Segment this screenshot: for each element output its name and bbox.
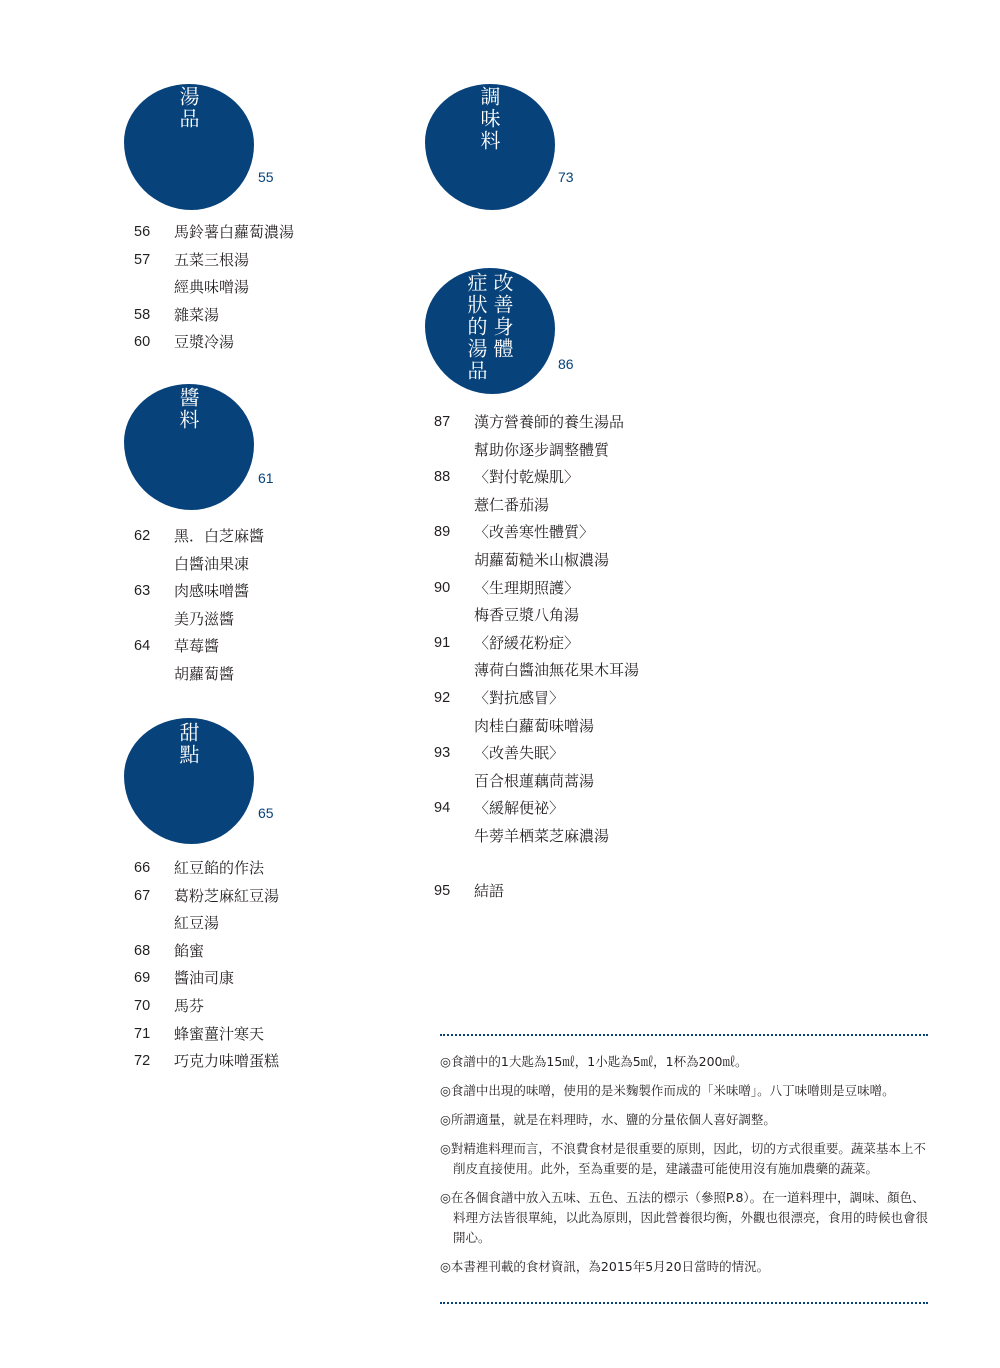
toc-entry bbox=[434, 630, 639, 658]
note-item: ◎食譜中的1大匙為15㎖，1小匙為5㎖，1杯為200㎖。 bbox=[440, 1054, 748, 1069]
closing-list bbox=[434, 878, 504, 906]
toc-entry bbox=[134, 883, 279, 911]
toc-entry-title: 紅豆餡的作法 bbox=[174, 859, 265, 877]
note-item: ◎在各個食譜中放入五味、五色、五法的標示（參照P.8）。在一道料理中，調味、顏色、料理方法皆很單純，以此為原則，因此營養很均衡，外觀也很漂亮，食用的時候也會很開心。 bbox=[440, 1190, 929, 1245]
toc-entry-page: 56 bbox=[134, 224, 151, 240]
toc-entry-title: 〈緩解便祕〉 bbox=[474, 799, 565, 818]
toc-entry-page: 93 bbox=[434, 745, 451, 762]
toc-entry-page: 88 bbox=[434, 469, 451, 486]
toc-entry-title: 〈舒緩花粉症〉 bbox=[474, 633, 580, 652]
note-item: ◎本書裡刊載的食材資訊，為2015年5月20日當時的情況。 bbox=[440, 1259, 770, 1274]
toc-entry bbox=[134, 274, 294, 302]
toc-entry bbox=[434, 713, 639, 741]
toc-entry-page: 92 bbox=[434, 689, 451, 706]
toc-entry-title: 蜂蜜薑汁寒天 bbox=[174, 1024, 265, 1043]
toc-entry-title: 黑．白芝麻醬 bbox=[174, 527, 265, 545]
toc-entry bbox=[134, 633, 264, 661]
toc-entry bbox=[434, 519, 639, 547]
toc-entry bbox=[134, 855, 279, 883]
note-item: ◎食譜中出現的味噌，使用的是米麴製作而成的「米味噌」。八丁味噌則是豆味噌。 bbox=[440, 1083, 895, 1098]
toc-entry-page: 57 bbox=[134, 251, 151, 268]
toc-entry bbox=[134, 910, 279, 938]
toc-entry-page: 60 bbox=[134, 334, 151, 351]
toc-entry bbox=[434, 823, 639, 851]
closing-text: 結語 bbox=[474, 882, 505, 900]
toc-entry-title: 醬油司康 bbox=[174, 969, 235, 988]
toc-entry bbox=[434, 575, 639, 603]
toc-entry-title: 雜菜湯 bbox=[174, 305, 220, 324]
toc-entry bbox=[134, 329, 294, 357]
toc-entry-title: 肉桂白蘿蔔味噌湯 bbox=[474, 716, 595, 735]
toc-entry bbox=[134, 965, 279, 993]
toc-entry bbox=[434, 464, 639, 492]
toc-entry bbox=[434, 685, 639, 713]
toc-entry-page: 62 bbox=[134, 528, 151, 544]
toc-entry bbox=[134, 993, 279, 1021]
toc-entry bbox=[434, 547, 639, 575]
toc-entry-title: 幫助你逐步調整體質 bbox=[474, 440, 610, 459]
toc-entry bbox=[134, 1021, 279, 1049]
toc-entry-title: 梅香豆漿八角湯 bbox=[474, 606, 580, 625]
toc-entry bbox=[134, 606, 264, 634]
toc-entry bbox=[434, 795, 639, 823]
toc-entry-title: 豆漿冷湯 bbox=[174, 333, 235, 352]
toc-entry bbox=[134, 1048, 279, 1076]
closing-page: 95 bbox=[434, 883, 451, 899]
toc-entry bbox=[134, 661, 264, 689]
toc-entry-title: 巧克力味噌蛋糕 bbox=[174, 1052, 280, 1071]
toc-entry-title: 〈對付乾燥肌〉 bbox=[474, 468, 580, 487]
toc-entry-title: 〈生理期照護〉 bbox=[474, 578, 580, 597]
section-title-sauce: 醬料 bbox=[176, 387, 200, 431]
soup-list bbox=[134, 219, 294, 357]
toc-entry-page: 68 bbox=[134, 942, 151, 959]
toc-entry-page: 94 bbox=[434, 800, 451, 817]
section-page-sauce: 61 bbox=[258, 470, 274, 486]
toc-entry bbox=[134, 219, 294, 247]
toc-entry-title: 白醬油果凍 bbox=[174, 554, 250, 573]
toc-entry bbox=[134, 578, 264, 606]
toc-entry bbox=[134, 302, 294, 330]
section-page-seasoning: 73 bbox=[558, 169, 574, 185]
toc-entry-title: 五菜三根湯 bbox=[174, 250, 250, 269]
toc-entry-title: 胡蘿蔔醬 bbox=[174, 664, 235, 683]
toc-entry bbox=[434, 437, 639, 465]
toc-entry-title: 餡蜜 bbox=[174, 941, 205, 960]
toc-entry-page: 69 bbox=[134, 970, 151, 987]
toc-entry bbox=[434, 409, 639, 437]
toc-entry bbox=[134, 247, 294, 275]
section-title-health-line2: 症狀的湯品 bbox=[464, 272, 488, 382]
section-page-health: 86 bbox=[558, 356, 574, 372]
toc-entry-page: 91 bbox=[434, 634, 451, 651]
toc-entry bbox=[434, 740, 639, 768]
toc-entry-page: 70 bbox=[134, 997, 151, 1014]
toc-entry-title: 肉感味噌醬 bbox=[174, 582, 250, 601]
notes-divider-top bbox=[440, 1034, 928, 1036]
toc-entry-title: 〈改善失眠〉 bbox=[474, 744, 565, 763]
toc-entry bbox=[134, 523, 264, 551]
toc-entry-title: 胡蘿蔔糙米山椒濃湯 bbox=[474, 550, 610, 569]
toc-entry bbox=[434, 602, 639, 630]
toc-entry-title: 薏仁番茄湯 bbox=[474, 495, 550, 514]
toc-entry-page: 89 bbox=[434, 524, 451, 541]
notes-divider-bottom bbox=[440, 1302, 928, 1304]
section-title-health-line1: 改善身體 bbox=[490, 272, 514, 360]
health-list bbox=[434, 409, 639, 851]
toc-entry-page: 58 bbox=[134, 306, 151, 323]
toc-entry-page: 71 bbox=[134, 1025, 151, 1042]
toc-entry-page: 67 bbox=[134, 887, 151, 904]
toc-entry-page: 87 bbox=[434, 414, 451, 430]
toc-entry-title: 經典味噌湯 bbox=[174, 278, 250, 297]
toc-entry-title: 馬鈴薯白蘿蔔濃湯 bbox=[174, 223, 295, 241]
toc-entry bbox=[434, 492, 639, 520]
toc-entry-page: 72 bbox=[134, 1053, 151, 1070]
toc-entry-title: 草莓醬 bbox=[174, 637, 220, 656]
toc-entry bbox=[434, 768, 639, 796]
notes-list bbox=[440, 1052, 930, 1286]
dessert-list bbox=[134, 855, 279, 1076]
sauce-list bbox=[134, 523, 264, 689]
section-title-dessert: 甜點 bbox=[176, 722, 200, 766]
toc-entry-page: 64 bbox=[134, 638, 151, 655]
toc-entry bbox=[134, 938, 279, 966]
toc-entry-title: 百合根蓮藕茼蒿湯 bbox=[474, 771, 595, 790]
toc-entry-title: 美乃滋醬 bbox=[174, 609, 235, 628]
note-item: ◎所謂適量，就是在料理時，水、鹽的分量依個人喜好調整。 bbox=[440, 1112, 776, 1127]
section-title-soup: 湯品 bbox=[176, 86, 200, 130]
toc-entry-title: 紅豆湯 bbox=[174, 914, 220, 933]
section-title-seasoning: 調味料 bbox=[477, 86, 501, 152]
toc-entry-page: 90 bbox=[434, 579, 451, 596]
toc-entry-title: 葛粉芝麻紅豆湯 bbox=[174, 886, 280, 905]
note-item: ◎對精進料理而言，不浪費食材是很重要的原則，因此，切的方式很重要。蔬菜基本上不削皮直接使用。此外，至為重要的是，建議盡可能使用沒有施加農藥的蔬菜。 bbox=[440, 1141, 926, 1176]
toc-entry-title: 〈對抗感冒〉 bbox=[474, 688, 565, 707]
section-page-dessert: 65 bbox=[258, 805, 274, 821]
toc-entry-page: 66 bbox=[134, 860, 151, 876]
toc-entry-title: 牛蒡羊栖菜芝麻濃湯 bbox=[474, 826, 610, 845]
toc-entry-title: 馬芬 bbox=[174, 996, 205, 1015]
toc-entry-title: 〈改善寒性體質〉 bbox=[474, 523, 595, 542]
toc-entry bbox=[434, 657, 639, 685]
toc-entry-title: 漢方營養師的養生湯品 bbox=[474, 413, 625, 431]
section-page-soup: 55 bbox=[258, 169, 274, 185]
closing-item bbox=[434, 878, 504, 906]
toc-entry-page: 63 bbox=[134, 583, 151, 600]
toc-entry-title: 薄荷白醬油無花果木耳湯 bbox=[474, 661, 640, 680]
toc-entry bbox=[134, 551, 264, 579]
